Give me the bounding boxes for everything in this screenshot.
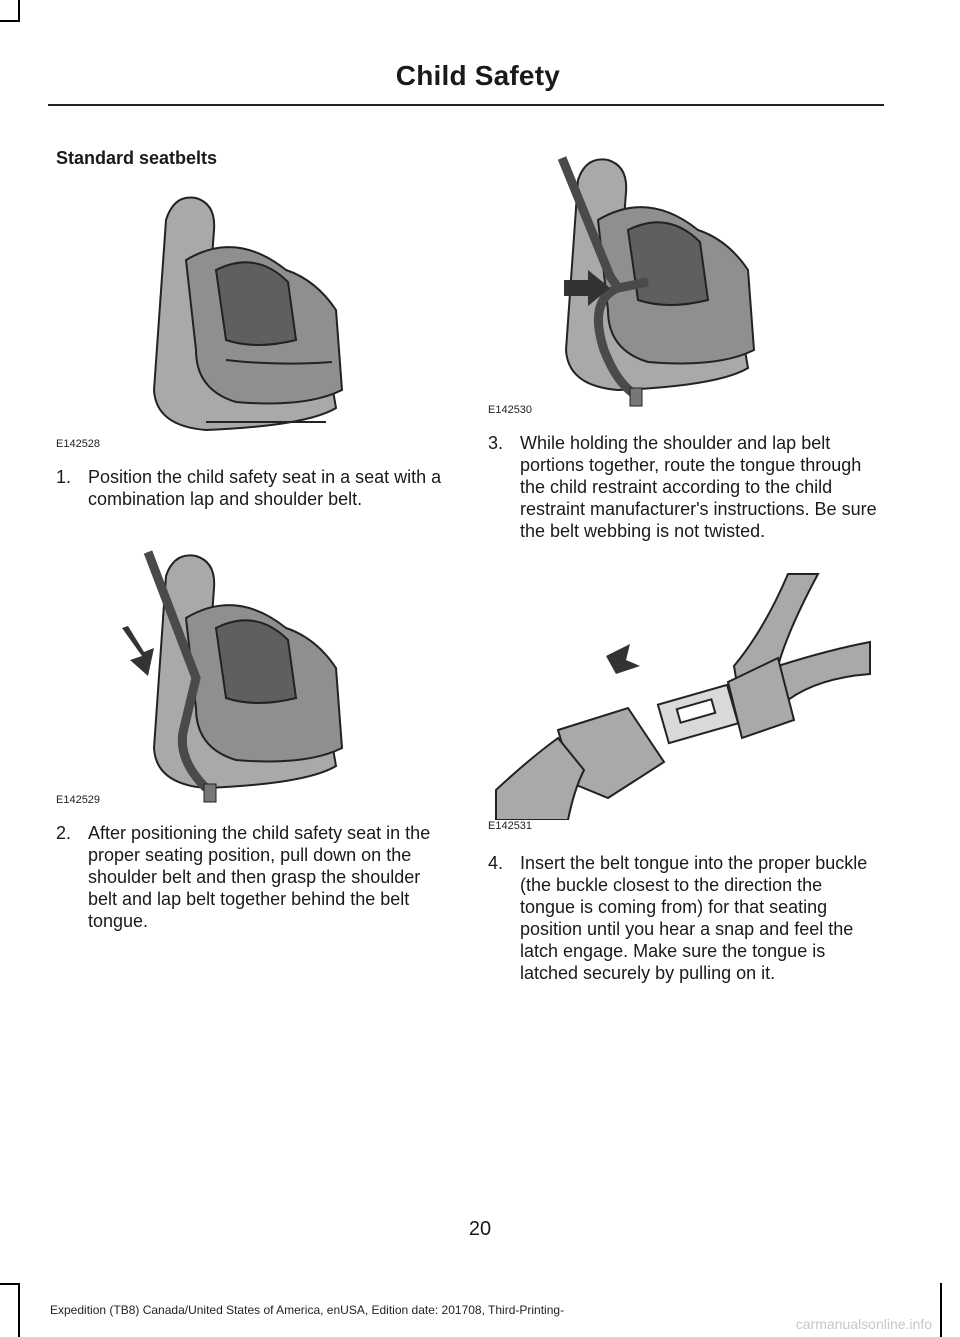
watermark: carmanualsonline.info <box>795 1316 932 1332</box>
crop-mark-bottom-right-v <box>940 1283 942 1337</box>
child-seat-illustration <box>56 548 436 808</box>
header-rule <box>48 104 884 106</box>
step-number: 3. <box>488 433 504 453</box>
footer-edition: Expedition (TB8) Canada/United States of America, enUSA, Edition date: 201708, Third-Printing- <box>50 1303 565 1317</box>
seatbelt-buckle-illustration <box>488 570 872 820</box>
figure-belt-buckle <box>488 570 872 836</box>
figure-child-seat-route-belt <box>488 150 872 420</box>
figure-code: E142530 <box>488 404 533 416</box>
crop-mark-top-left-h <box>0 20 20 22</box>
step-text: While holding the shoulder and lap belt portions together, route the tongue through the child restraint according to the child restraint manufacturer's instructions. Be sure the belt webbing is not twisted. <box>520 433 877 541</box>
figure-code: E142528 <box>56 438 101 450</box>
crop-mark-bottom-left-v <box>18 1283 20 1337</box>
figure-code: E142531 <box>488 820 533 832</box>
crop-mark-top-left-v <box>18 0 20 22</box>
crop-mark-bottom-left-h <box>0 1283 20 1285</box>
step-text: Insert the belt tongue into the proper buckle (the buckle closest to the direction the tongue is coming from) for that seating position until you hear a snap and feel the latch engage. Make sure the tongue is latched securely by pulling on it. <box>520 853 868 983</box>
step-number: 4. <box>488 853 504 873</box>
figure-child-seat <box>56 190 436 452</box>
child-seat-illustration <box>56 190 436 452</box>
section-heading: Standard seatbelts <box>56 148 218 168</box>
child-seat-illustration <box>488 150 872 420</box>
direction-arrow-icon <box>606 644 640 674</box>
page-number: 20 <box>468 1218 492 1240</box>
figure-child-seat-pull-belt <box>56 548 436 808</box>
step-number: 1. <box>56 467 72 487</box>
page-title: Child Safety <box>395 60 560 91</box>
step-number: 2. <box>56 823 72 843</box>
step-text: Position the child safety seat in a seat with a combination lap and shoulder belt. <box>88 467 442 509</box>
step-text: After positioning the child safety seat in the proper seating position, pull down on the shoulder belt and then grasp the shoulder belt and lap belt together behind the belt tongue. <box>88 823 431 931</box>
direction-arrow-icon <box>122 626 154 676</box>
figure-code: E142529 <box>56 794 101 806</box>
